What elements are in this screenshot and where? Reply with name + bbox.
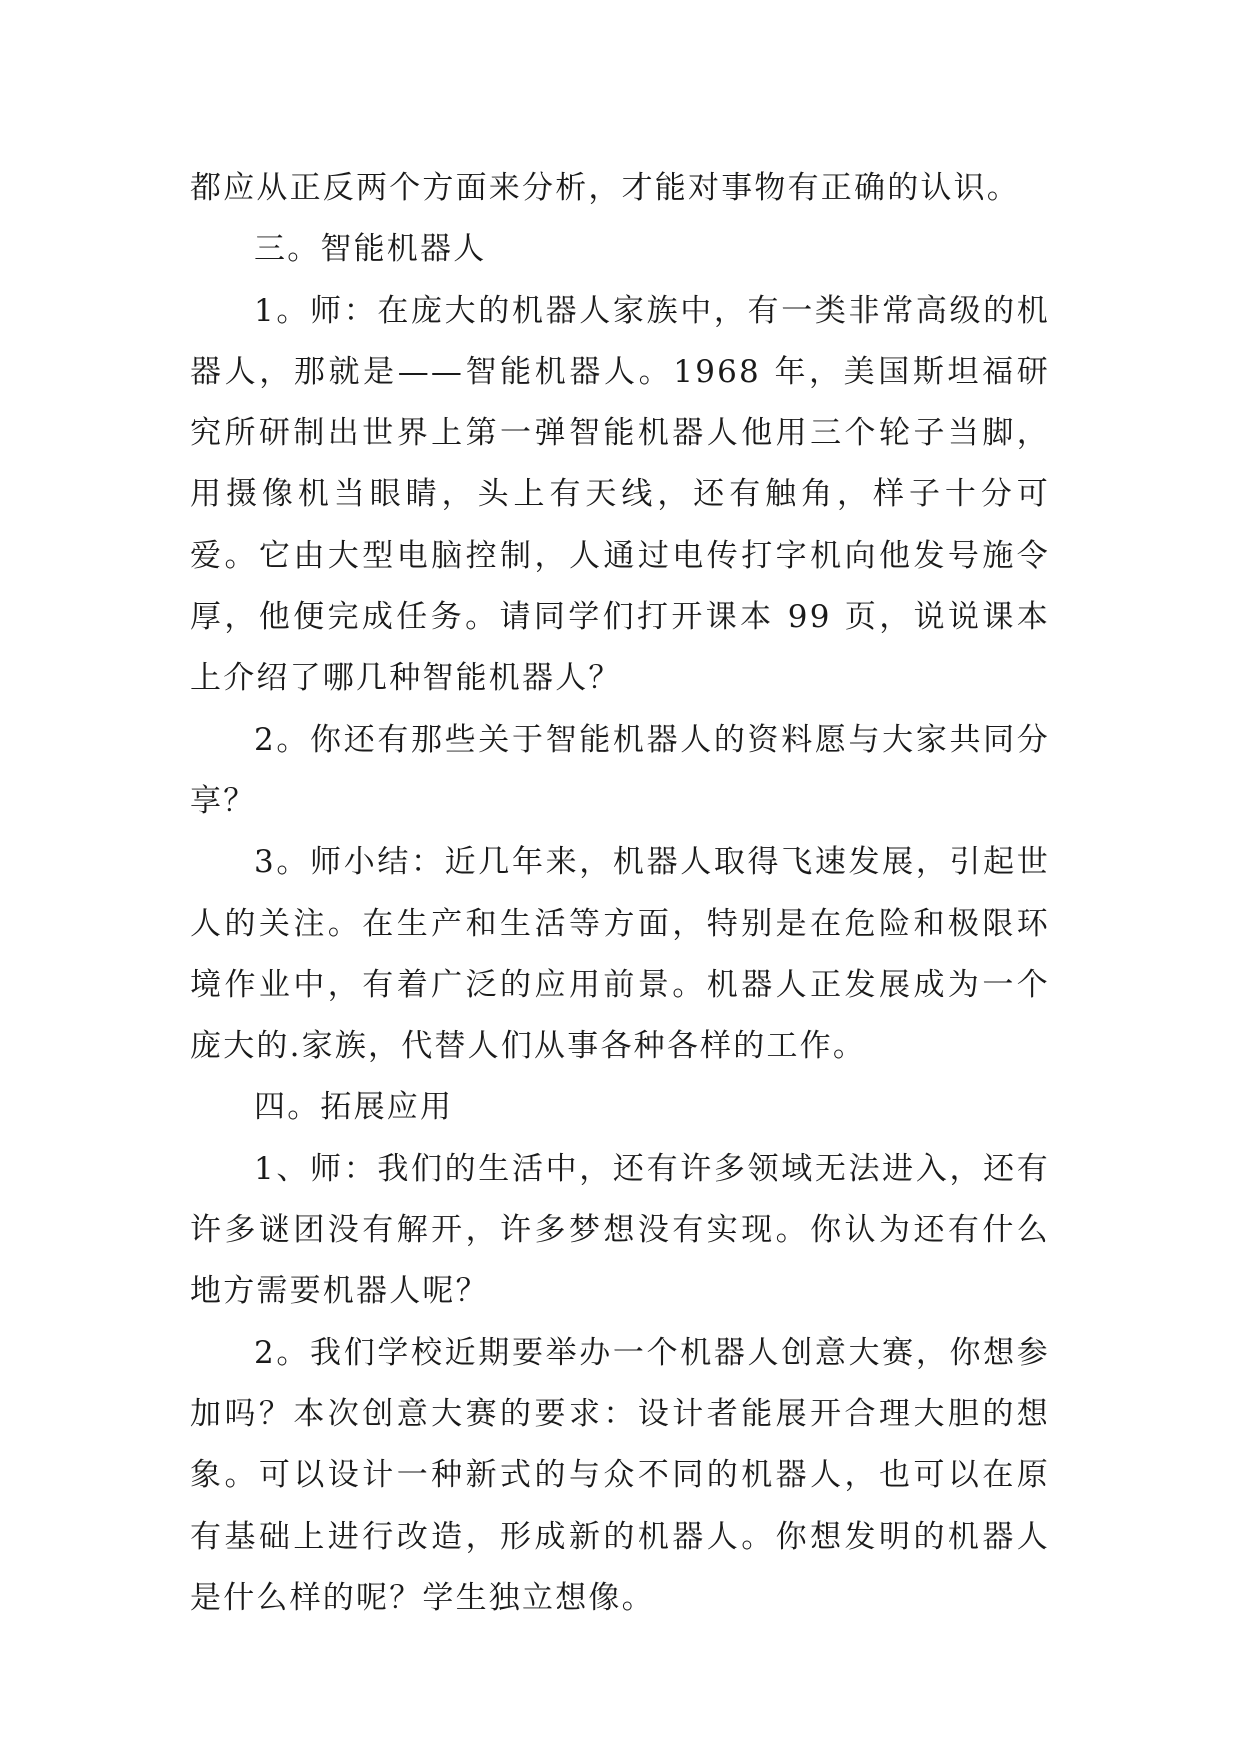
section-heading-extension: 四。拓展应用 [254, 1089, 454, 1126]
paragraph-robot-needs: 1、师：我们的生活中，还有许多领域无法进入，还有许多谜团没有解开，许多梦想没有实现。你认为还有什么地方需要机器人呢？ [190, 1150, 1050, 1310]
paragraph-creative-contest: 2。我们学校近期要举办一个机器人创意大赛，你想参加吗？本次创意大赛的要求：设计者能展开合理大胆的想象。可以设计一种新式的与众不同的机器人，也可以在原有基础上进行改造，形成新的机器人。你想发明的机器人是什么样的呢？学生独立想像。 [190, 1334, 1050, 1616]
paragraph-share-materials: 2。你还有那些关于智能机器人的资料愿与大家共同分享？ [190, 721, 1050, 819]
paragraph-intro-conclusion: 都应从正反两个方面来分析，才能对事物有正确的认识。 [190, 170, 1020, 206]
paragraph-teacher-summary: 3。师小结：近几年来，机器人取得飞速发展，引起世人的关注。在生产和生活等方面，特别是在危险和极限环境作业中，有着广泛的应用前景。机器人正发展成为一个庞大的.家族，代替人们从事各种各样的工作。 [190, 844, 1050, 1065]
document-body [190, 158, 1050, 1629]
section-heading-intelligent-robots: 三。智能机器人 [254, 231, 487, 268]
paragraph-intelligent-robots-history: 1。师：在庞大的机器人家族中，有一类非常高级的机器人，那就是——智能机器人。1968 年，美国斯坦福研究所研制出世界上第一弹智能机器人他用三个轮子当脚，用摄像机当眼睛，头上有天线，还有触角，样子十分可爱。它由大型电脑控制，人通过电传打字机向他发号施令厚，他便完成任务。请同学们打开课本 99 页，说说课本上介绍了哪几种智能机器人？ [190, 292, 1050, 697]
